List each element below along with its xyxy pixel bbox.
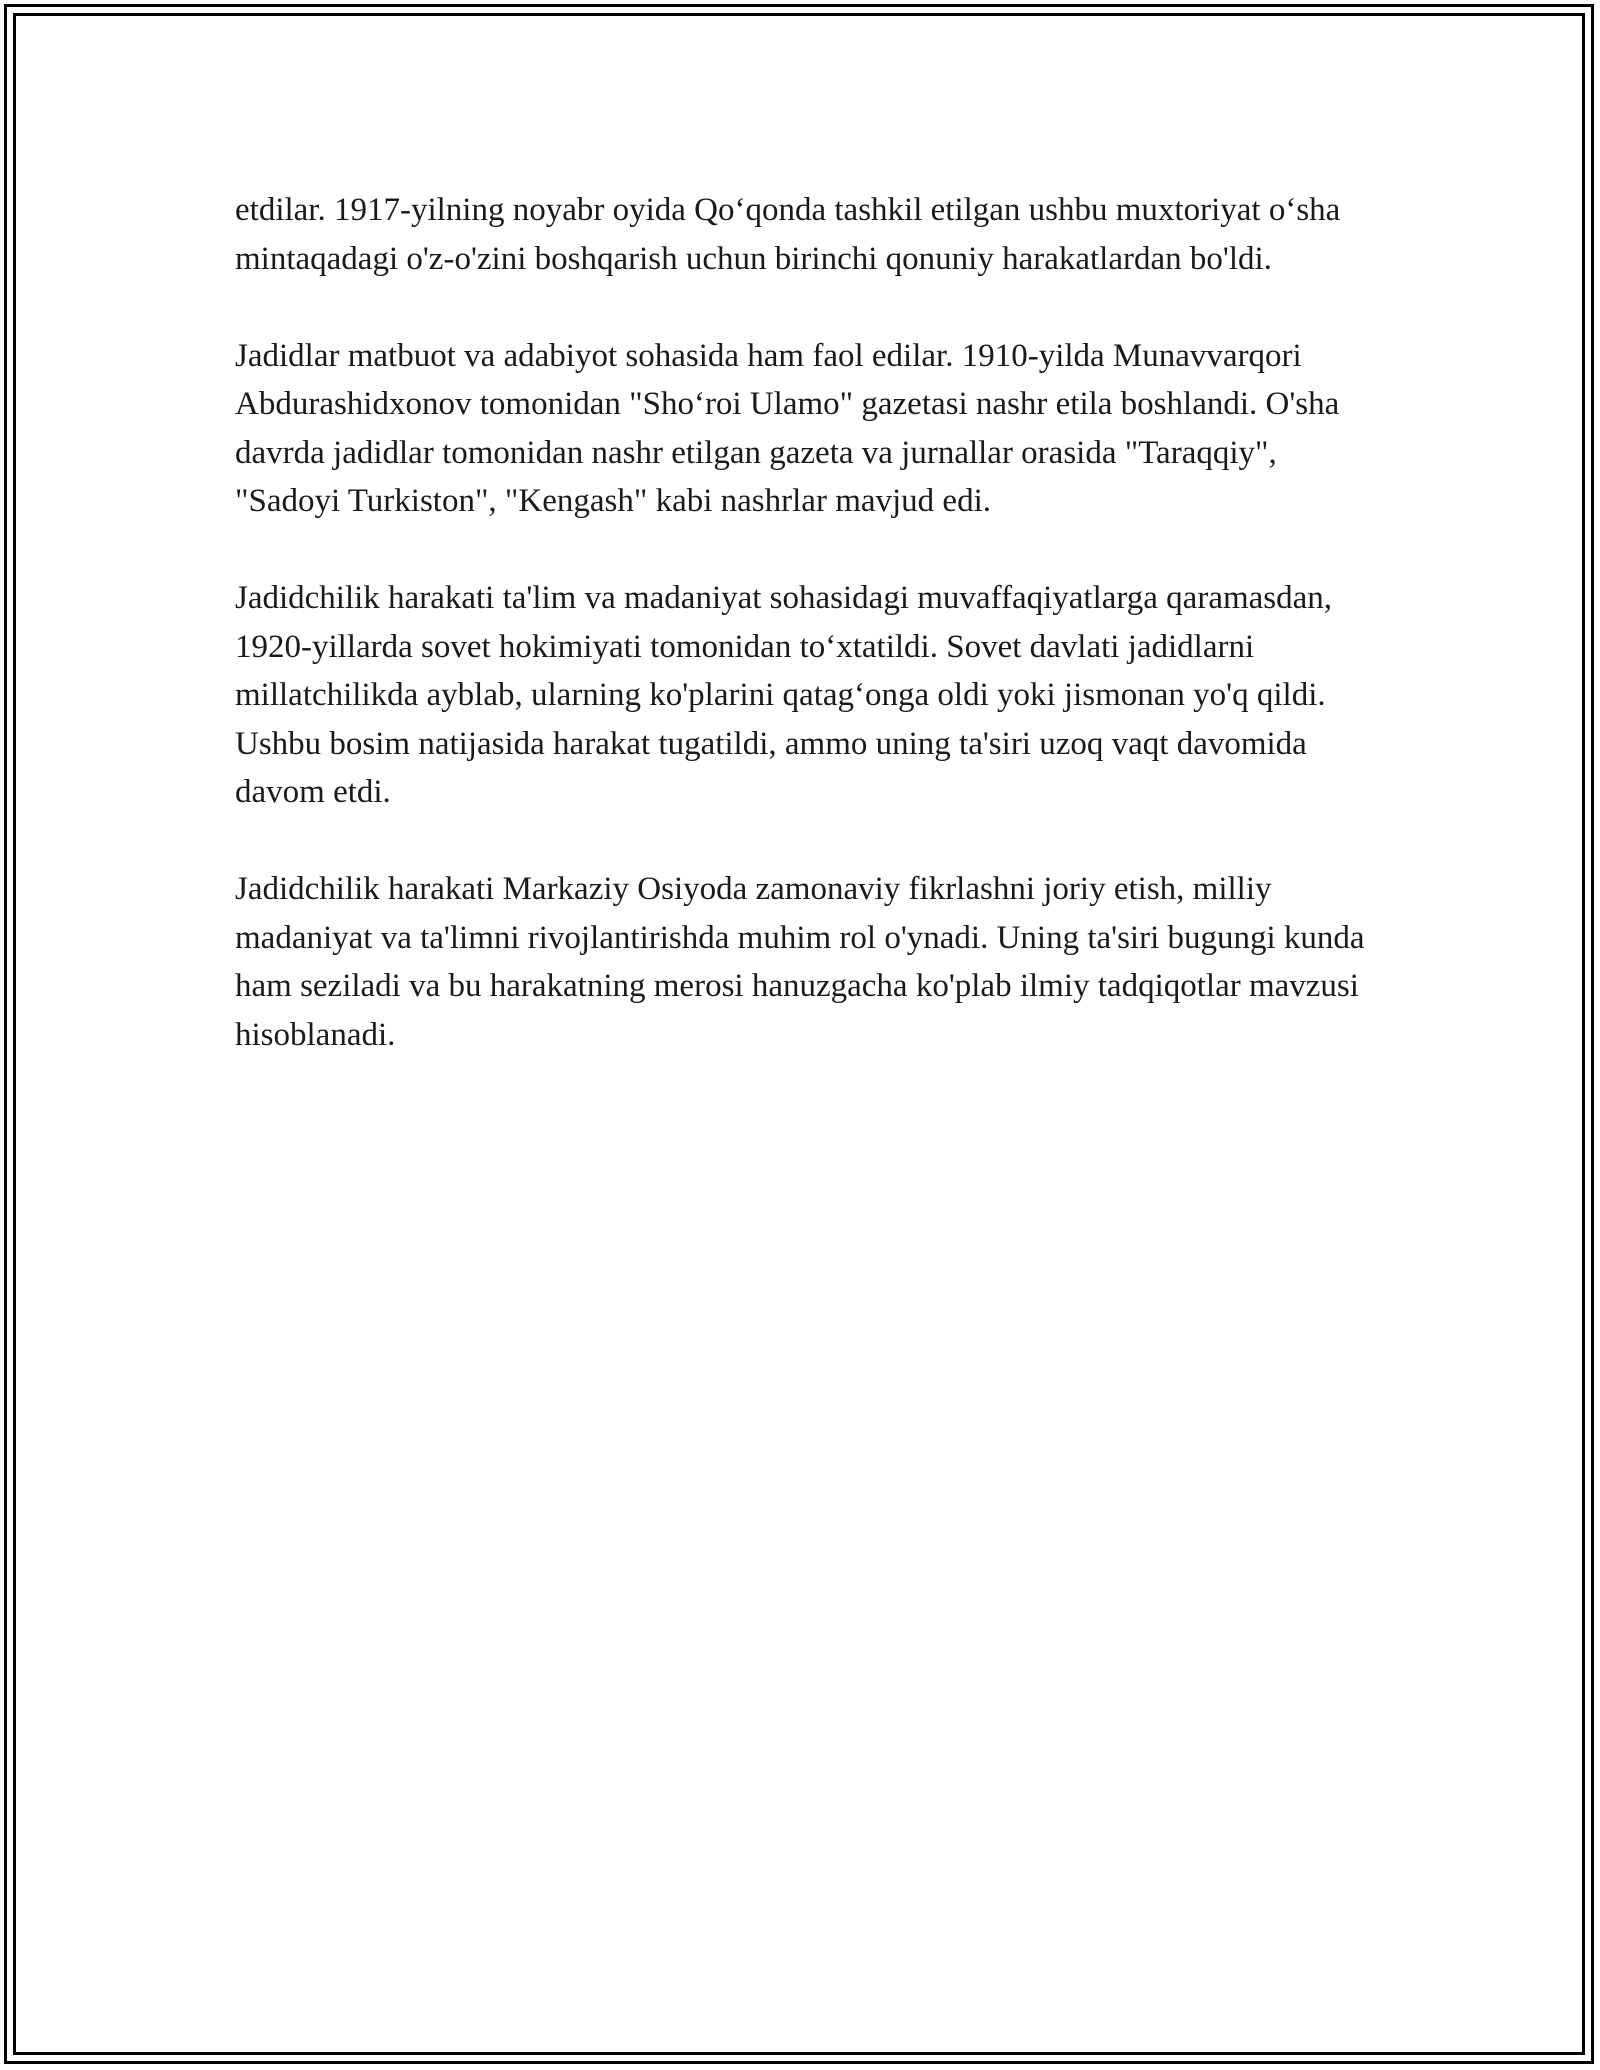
paragraph-1: etdilar. 1917-yilning noyabr oyida Qo‘qonda tashkil etilgan ushbu muxtoriyat o‘sha mintaqadagi o'z-o'zini boshqarish uchun birinchi qonuniy harakatlardan bo'ldi. <box>235 192 1341 277</box>
paragraph-3: Jadidchilik harakati ta'lim va madaniyat sohasidagi muvaffaqiyatlarga qaramasdan, 1920-yillarda sovet hokimiyati tomonidan to‘xtatildi. Sovet davlati jadidlarni millatchilikda ayblab, ularning ko'plarini qatag‘onga oldi yoki jismonan yo'q qildi. Ushbu bosim natijasida harakat tugatildi, ammo uning ta'siri uzoq vaqt davomida davom etdi. <box>235 580 1333 810</box>
paragraph-2: Jadidlar matbuot va adabiyot sohasida ham faol edilar. 1910-yilda Munavvarqori Abdurashidxonov tomonidan "Sho‘roi Ulamo" gazetasi nashr etila boshlandi. O'sha davrda jadidlar tomonidan nashr etilgan gazeta va jurnallar orasida "Taraqqiy", "Sadoyi Turkiston", "Kengash" kabi nashrlar mavjud edi. <box>235 337 1340 519</box>
paragraph-4: Jadidchilik harakati Markaziy Osiyoda zamonaviy fikrlashni joriy etish, milliy madaniyat va ta'limni rivojlantirishda muhim rol o'ynadi. Uning ta'siri bugungi kunda ham seziladi va bu harakatning merosi hanuzgacha ko'plab ilmiy tadqiqotlar mavzusi hisoblanadi. <box>235 871 1365 1053</box>
document-body <box>235 186 1385 1059</box>
